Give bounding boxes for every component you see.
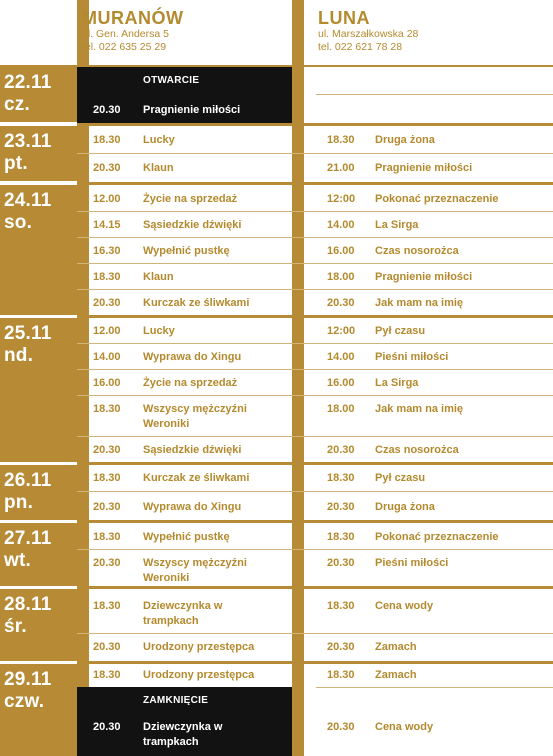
day-block-29 <box>0 664 77 756</box>
screening-film: Pokonać przeznaczenie <box>375 531 499 543</box>
row-divider <box>316 94 553 95</box>
screening-time: 16.30 <box>93 245 121 257</box>
screening-film: Życie na sprzedaż <box>143 377 238 389</box>
opening-label: OTWARCIE <box>143 75 200 86</box>
screening-film: Kurczak ze śliwkami <box>143 472 250 484</box>
day-date: 27.11 <box>4 528 52 549</box>
row-divider <box>77 343 553 344</box>
row-divider <box>77 436 553 437</box>
screening-time: 18.30 <box>327 669 355 681</box>
screening-film: Lucky <box>143 325 175 337</box>
screening-time: 14.00 <box>93 351 121 363</box>
screening-film: Wszyscy mężczyźni <box>143 557 247 569</box>
screening-film: Czas nosorożca <box>375 245 459 257</box>
venue-address-luna: ul. Marszałkowska 28 <box>318 28 419 40</box>
day-block-26 <box>0 465 77 520</box>
screening-film: Czas nosorożca <box>375 444 459 456</box>
day-weekday: śr. <box>4 616 27 637</box>
screening-film: Klaun <box>143 271 174 283</box>
screening-film: Pieśni miłości <box>375 351 449 363</box>
row-divider <box>77 153 553 154</box>
venue-header-luna <box>318 8 418 64</box>
screening-time: 18.30 <box>93 669 121 681</box>
screening-time: 12:00 <box>327 193 356 205</box>
screening-film: Druga żona <box>375 501 435 513</box>
row-divider <box>77 395 553 396</box>
screening-time: 20.30 <box>93 444 121 456</box>
day-weekday: wt. <box>4 550 31 571</box>
row-divider <box>77 289 553 290</box>
row-divider <box>77 491 553 492</box>
screening-film: Zamach <box>375 641 417 653</box>
day-divider <box>77 315 553 318</box>
day-divider <box>77 661 553 664</box>
screening-film: Wypełnić pustkę <box>143 245 230 257</box>
day-divider <box>77 182 553 185</box>
screening-time: 20.30 <box>93 641 121 653</box>
row-divider <box>77 211 553 212</box>
screening-film: Pokonać przeznaczenie <box>375 193 499 205</box>
venue-name-muranow: MURANÓW <box>82 8 184 28</box>
screening-film: Pył czasu <box>375 472 426 484</box>
luna-column-bar <box>292 0 304 756</box>
day-block-24 <box>0 185 77 315</box>
screening-film: Pragnienie miłości <box>375 271 473 283</box>
screening-film: Życie na sprzedaż <box>143 193 238 205</box>
screening-time: 18.30 <box>93 531 121 543</box>
screening-film: Wypełnić pustkę <box>143 531 230 543</box>
day-date: 25.11 <box>4 323 52 344</box>
screening-film: Druga żona <box>375 134 435 146</box>
day-divider <box>77 586 553 589</box>
screening-time: 18.30 <box>93 403 121 415</box>
screening-time: 18.30 <box>327 600 355 612</box>
screening-film: Kurczak ze śliwkami <box>143 297 250 309</box>
screening-time: 18.30 <box>327 472 355 484</box>
screening-film: Pieśni miłości <box>375 557 449 569</box>
screening-time: 20.30 <box>327 444 355 456</box>
screening-time: 14.15 <box>93 219 121 231</box>
screening-film: Wyprawa do Xingu <box>143 351 242 363</box>
screening-time: 21.00 <box>327 162 355 174</box>
day-weekday: pt. <box>4 153 28 174</box>
screening-film: Dziewczynka w <box>143 600 223 612</box>
day-date: 22.11 <box>4 72 52 93</box>
day-weekday: pn. <box>4 492 34 513</box>
screening-film: La Sirga <box>375 219 419 231</box>
venue-phone-luna: tel. 022 621 78 28 <box>318 41 403 53</box>
screening-film-line2: trampkach <box>143 736 199 748</box>
venue-address-muranow: ul. Gen. Andersa 5 <box>82 28 169 40</box>
day-weekday: czw. <box>4 691 45 712</box>
screening-film: Lucky <box>143 134 175 146</box>
day-divider <box>77 123 553 126</box>
day-date: 28.11 <box>4 594 52 615</box>
day-weekday: cz. <box>4 94 30 115</box>
screening-time: 20.30 <box>327 501 355 513</box>
screening-time: 20.30 <box>93 297 121 309</box>
screening-time: 18.30 <box>327 134 355 146</box>
screening-film: Jak mam na imię <box>375 297 464 309</box>
screening-film: Sąsiedzkie dźwięki <box>143 444 242 456</box>
screening-time: 14.00 <box>327 351 355 363</box>
screening-film: Cena wody <box>375 721 434 733</box>
venue-phone-muranow: tel. 022 635 25 29 <box>82 41 167 53</box>
screening-film: Cena wody <box>375 600 434 612</box>
day-block-25 <box>0 318 77 462</box>
screening-time: 20.30 <box>93 721 121 733</box>
day-block-22 <box>0 67 77 122</box>
screening-time: 18.30 <box>93 472 121 484</box>
screening-time: 18.00 <box>327 403 355 415</box>
row-divider <box>316 687 553 688</box>
screening-film-line2: trampkach <box>143 615 199 627</box>
screening-film: La Sirga <box>375 377 419 389</box>
day-date: 23.11 <box>4 131 52 152</box>
screening-time: 16.00 <box>93 377 121 389</box>
screening-time: 20.30 <box>327 557 355 569</box>
screening-time: 20.30 <box>327 641 355 653</box>
day-block-23 <box>0 126 77 181</box>
screening-film-line2: Weroniki <box>143 418 190 430</box>
screening-time: 12.00 <box>93 325 121 337</box>
screening-film: Zamach <box>375 669 417 681</box>
closing-label: ZAMKNIĘCIE <box>143 695 209 706</box>
screening-film: Sąsiedzkie dźwięki <box>143 219 242 231</box>
venue-name-luna: LUNA <box>318 8 370 28</box>
day-date: 26.11 <box>4 470 52 491</box>
screening-time: 20.30 <box>327 721 355 733</box>
row-divider <box>77 633 553 634</box>
screening-time: 12.00 <box>93 193 121 205</box>
screening-time: 18.30 <box>327 531 355 543</box>
day-weekday: nd. <box>4 345 34 366</box>
screening-time: 14.00 <box>327 219 355 231</box>
screening-time: 16.00 <box>327 377 355 389</box>
screening-film: Wyprawa do Xingu <box>143 501 242 513</box>
day-date: 24.11 <box>4 190 52 211</box>
screening-film: Jak mam na imię <box>375 403 464 415</box>
screening-time: 18.30 <box>93 600 121 612</box>
screening-film: Urodzony przestępca <box>143 669 255 681</box>
screening-film: Pragnienie miłości <box>143 104 241 116</box>
screening-film: Pył czasu <box>375 325 426 337</box>
venue-header-muranow <box>82 8 183 64</box>
screening-film-line2: Weroniki <box>143 572 190 584</box>
screening-time: 18.30 <box>93 134 121 146</box>
screening-time: 18.00 <box>327 271 355 283</box>
row-divider <box>77 237 553 238</box>
screening-film: Dziewczynka w <box>143 721 223 733</box>
screening-film: Urodzony przestępca <box>143 641 255 653</box>
day-date: 29.11 <box>4 669 52 690</box>
day-divider <box>77 462 553 465</box>
screening-time: 20.30 <box>93 162 121 174</box>
row-divider <box>77 263 553 264</box>
screening-time: 18.30 <box>93 271 121 283</box>
day-divider <box>77 520 553 523</box>
screening-time: 20.30 <box>93 104 121 116</box>
day-weekday: so. <box>4 212 33 233</box>
screening-time: 16.00 <box>327 245 355 257</box>
day-block-28 <box>0 589 77 661</box>
screening-film: Klaun <box>143 162 174 174</box>
screening-time: 12:00 <box>327 325 356 337</box>
day-block-27 <box>0 523 77 586</box>
screening-time: 20.30 <box>93 557 121 569</box>
screening-film: Pragnienie miłości <box>375 162 473 174</box>
row-divider <box>77 369 553 370</box>
row-divider <box>77 549 553 550</box>
screening-film: Wszyscy mężczyźni <box>143 403 247 415</box>
screening-time: 20.30 <box>93 501 121 513</box>
screening-time: 20.30 <box>327 297 355 309</box>
